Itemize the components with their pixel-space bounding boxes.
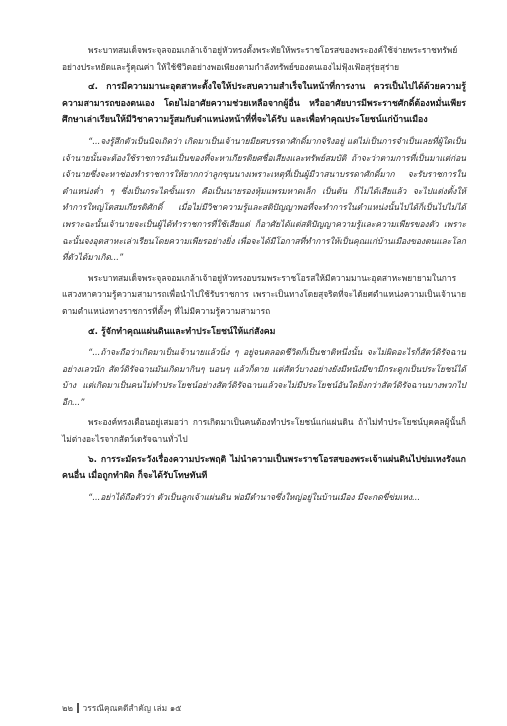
- running-title: วรรณีคุณคดีสำคัญ เล่ม ๑๕: [82, 703, 182, 713]
- paragraph-frugality: พระบาทสมเด็จพระจุลจอมเกล้าเจ้าอยู่หัวทรงตั้งพระทัยให้พระราชโอรสของพระองค์ใช้จ่ายพระราชทรัพย์อย่างประหยัดและรู้คุณค่า ให้ใช้ชีวิตอย่างพอเพียงตามกำลังทรัพย์ของตนเองไม่ฟุ้งเฟ้อสุรุ่ยสุร่าย: [62, 45, 458, 72]
- heading-section-6: ๖. การระมัดระวังเรื่องความประพฤติ ไม่นำความเป็นพระราชโอรสของพระเจ้าแผ่นดินไปข่มเหงรังแกคนอื่น เมื่อถูกทำผิด ก็จะได้รับโทษทันที: [62, 454, 466, 482]
- page-number: ๒๒: [62, 703, 74, 713]
- page-footer: [62, 701, 466, 715]
- heading-section-4: ๔. การมีความมานะอุตสาหะตั้งใจให้ประสบความสำเร็จในหน้าที่การงาน ควรเป็นไปได้ด้วยความรู้ความสามารถของตนเอง โดยไม่อาศัยความช่วยเหลือจากผู้อื่น หรืออาศัยบารมีพระราชศักดิ์ต้องหมั่นเพียรศึกษาเล่าเรียนให้มีวิชาความรู้สมกับตำแหน่งหน้าที่ที่จะได้รับ และเพื่อทำคุณประโยชน์แก่บ้านเมือง: [62, 82, 466, 126]
- paragraph-public-service-summary: พระองค์ทรงเตือนอยู่เสมอว่า การเกิดมาเป็นคนต้องทำประโยชน์แก่แผ่นดิน ถ้าไม่ทำประโยชน์บุคคลผู้นั้นก็ไม่ต่างอะไรจากสัตว์เดรัจฉานทั่วไป: [62, 417, 466, 445]
- royal-quote-diligence: “...จงรู้สึกตัวเป็นนิจเถิดว่า เกิดมาเป็นเจ้านายมียศบรรดาศักดิ์มากจริงอยู่ แต่ไม่เป็นการจำเป็นเลยที่ผู้ใดเป็นเจ้านายนั้นจะต้องใช้ราชการอันเป็นของที่จะหาเกียรติยศชื่อเสียงและทรัพย์สมบัติ ถ้าจะว่าตามการที่เป็นมาแต่ก่อน เจ้านายซึ่งจะหาช่องทำราชการให้ยากกว่าลูกขุนนางเพราะเหตุที่เป็นผู้มีวาสนาบรรดาศักดิ์มาก จะรับราชการในตำแหน่งต่ำ ๆ ซึ่งเป็นกระไดขั้นแรก คือเป็นนายรองหุ้มแพรมหาดเล็ก เป็นต้น ก็ไม่ได้เสียแล้ว จะไปแต่งตั้งให้ทำการใหญ่โตสมเกียรติศักดิ์ เมื่อไม่มีวิชาความรู้และสติปัญญาพอที่จะทำการในตำแหน่งนั้นไปได้ก็เป็นไปไม่ได้ เพราะฉะนั้นเจ้านายจะเป็นผู้ได้ทำราชการที่ใช้เสียแต่ ก็อาศัยได้แต่สติปัญญาความรู้และความเพียรของตัว เพราะฉะนั้นจงอุตสาหะเล่าเรียนโดยความเพียรอย่างยิ่ง เพื่อจะได้มีโอกาสที่ทำการให้เป็นคุณแก่บ้านเมืองของตนและโลกที่ตัวได้มาเกิด...”: [62, 135, 466, 263]
- heading-section-5: ๕. รู้จักทำคุณแผ่นดินและทำประโยชน์ให้แก่สังคม: [88, 326, 276, 337]
- paragraph-diligence-summary: พระบาทสมเด็จพระจุลจอมเกล้าเจ้าอยู่หัวทรงอบรมพระราชโอรสให้มีความมานะอุตสาหะพยายามในการแสวงหาความรู้ความสามารถเพื่อนำไปใช้รับราชการ เพราะเป็นทางโดยสุจริตที่จะได้ยศตำแหน่งความเป็นเจ้านายตามตำแหน่งทางราชการที่ตั้งๆ ที่ไม่มีความรู้ความสามารถ: [62, 272, 466, 316]
- footer-divider: [77, 703, 79, 713]
- body-text: [62, 42, 466, 509]
- royal-quote-conduct: “...อย่าได้ถือตัวว่า ตัวเป็นลูกเจ้าแผ่นดิน พ่อมีตำนาจซึ่งใหญ่อยู่ในบ้านเมือง มีจะกดขี่ข่มเหง...: [88, 491, 421, 502]
- royal-quote-public-service: “...ถ้าจะถือว่าเกิดมาเป็นเจ้านายแล้วนิ่ง ๆ อยู่จนตลอดชีวิตก็เป็นชาติหนึ่งนั้น จะไม่ผิดอะไรก็สัตว์ดิรัจฉานอย่างเลวนัก สัตว์ดิรัจฉานมันเกิดมากินๆ นอนๆ แล้วก็ตาย แต่สัตว์บางอย่างยังมีหนังมีขามีกระดูกเป็นประโยชน์ได้บ้าง แต่เกิดมาเป็นคนไม่ทำประโยชน์อย่างสัตว์ดิรัจฉานแล้วจะไม่มีประโยชน์อันใดยิ่งกว่าสัตว์ดิรัจฉานบางพวกไปอีก...”: [62, 347, 466, 407]
